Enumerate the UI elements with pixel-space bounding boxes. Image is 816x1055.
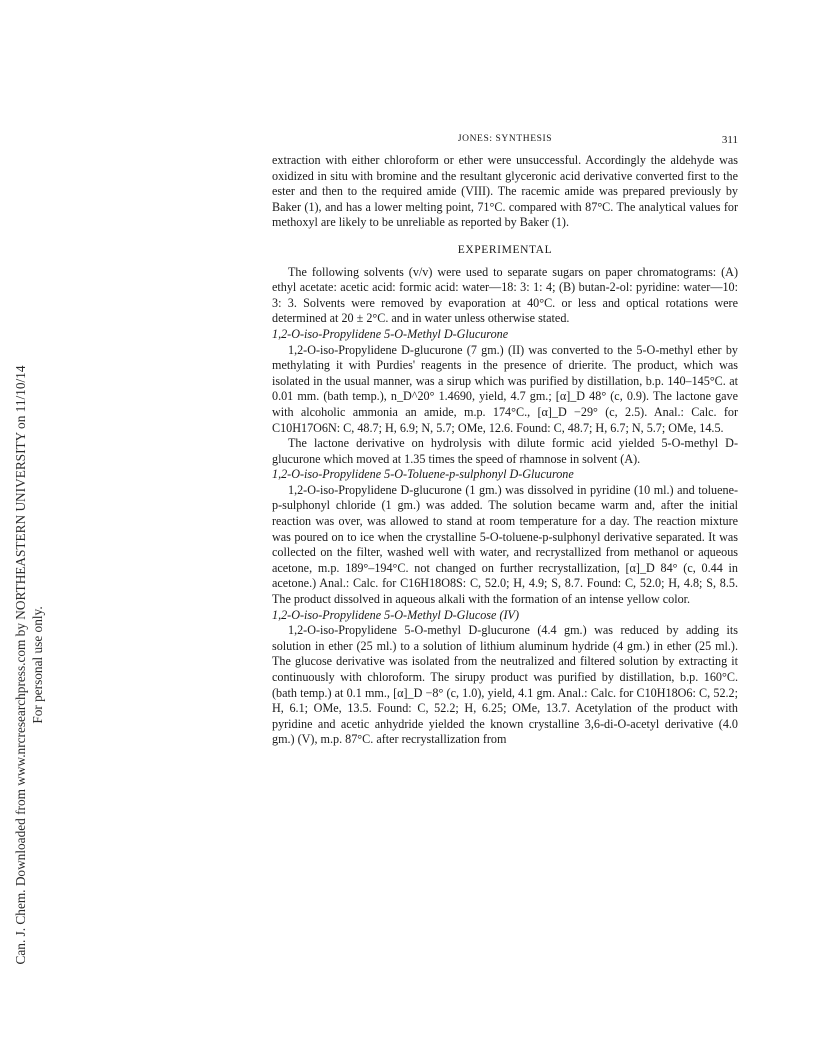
download-notice xyxy=(12,340,82,990)
section-heading: EXPERIMENTAL xyxy=(457,243,553,256)
paragraph: 1,2-O-iso-Propylidene 5-O-methyl D-glucurone (4.4 gm.) was reduced by adding its solution in ether (25 ml.) to a solution of lithium aluminum hydride (4 gm.) in ether (25 ml.). The glucose derivative was isolated from the neutralized and filtered solution by extracting it continuously with chloroform. The sirupy product was purified by distillation, b.p. 160°C. (bath temp.) at 0.1 mm., [α]_D −8° (c, 1.0), yield, 4.1 gm. Anal.: Calc. for C10H18O6: C, 52.2; H, 6.1; OMe, 13.5. Found: C, 52.2; H, 6.25; OMe, 13.7. Acetylation of the product with pyridine and acetic anhydride yielded the known crystalline 3,6-di-O-acetyl derivative (4.0 gm.) (V), m.p. 87°C. after recrystallization from xyxy=(272,623,738,747)
download-notice-line-1: Can. J. Chem. Downloaded from www.nrcresearchpress.com by NORTHEASTERN UNIVERSITY on 11/10/14 xyxy=(13,365,28,965)
article-body xyxy=(272,153,738,748)
paragraph: 1,2-O-iso-Propylidene D-glucurone (1 gm.) was dissolved in pyridine (10 ml.) and toluene-p-sulphonyl chloride (1 gm.) was added. The solution became warm and, after the initial reaction was over, was allowed to stand at room temperature for a day. The reaction mixture was poured on to ice when the crystalline 5-O-toluene-p-sulphonyl derivative separated. It was collected on the filter, washed well with water, and recrystallized from methanol or aqueous acetone, m.p. 189°–194°C. not changed on further recrystallization, [α]_D 84° (c, 0.44 in acetone.) Anal.: Calc. for C16H18O8S: C, 52.0; H, 4.9; S, 8.7. Found: C, 52.0; H, 4.8; S, 8.5. The product dissolved in aqueous alkali with the formation of an intense yellow color. xyxy=(272,482,738,607)
download-notice-line-2: For personal use only. xyxy=(30,606,45,724)
paragraph: extraction with either chloroform or ether were unsuccessful. Accordingly the aldehyde was oxidized in situ with bromine and the resultant glyceronic acid derivative converted first to the ester and then to the required amide (VIII). The racemic amide was prepared previously by Baker (1), and has a lower melting point, 71°C. compared with 87°C. The analytical values for methoxyl are likely to be unreliable as reported by Baker (1). xyxy=(272,153,738,230)
paragraph: The following solvents (v/v) were used to separate sugars on paper chromatograms: (A) ethyl acetate: acetic acid: formic acid: water—18: 3: 1: 4; (B) butan-2-ol: pyridine: water—10: 3: 3. Solvents were removed by evaporation at 40°C. or less and optical rotations were determined at 20 ± 2°C. and in water unless otherwise stated. xyxy=(272,264,738,326)
running-title: JONES: SYNTHESIS xyxy=(457,134,553,144)
page-number: 311 xyxy=(721,134,738,146)
subsection-heading: 1,2-O-iso-Propylidene 5-O-Methyl D-Glucurone xyxy=(272,326,509,341)
paragraph: 1,2-O-iso-Propylidene D-glucurone (7 gm.) (II) was converted to the 5-O-methyl ether by methylating it with Purdies' reagents in the presence of drierite. The product, which was isolated in the usual manner, was a sirup which was purified by distillation, b.p. 140–145°C. at 0.01 mm. (bath temp.), n_D^20° 1.4690, yield, 4.7 gm.; [α]_D 48° (c, 0.9). The lactone gave with alcoholic ammonia an amide, m.p. 174°C., [α]_D −29° (c, 2.5). Anal.: Calc. for C10H17O6N: C, 48.7; H, 6.9; N, 5.7; OMe, 12.6. Found: C, 48.7; H, 6.7; N, 5.7; OMe, 14.5. xyxy=(272,342,738,435)
subsection-heading: 1,2-O-iso-Propylidene 5-O-Methyl D-Glucose (IV) xyxy=(272,607,519,622)
paragraph: The lactone derivative on hydrolysis with dilute formic acid yielded 5-O-methyl D-glucurone which moved at 1.35 times the speed of rhamnose in solvent (A). xyxy=(272,436,738,466)
subsection-heading: 1,2-O-iso-Propylidene 5-O-Toluene-p-sulphonyl D-Glucurone xyxy=(272,467,574,482)
